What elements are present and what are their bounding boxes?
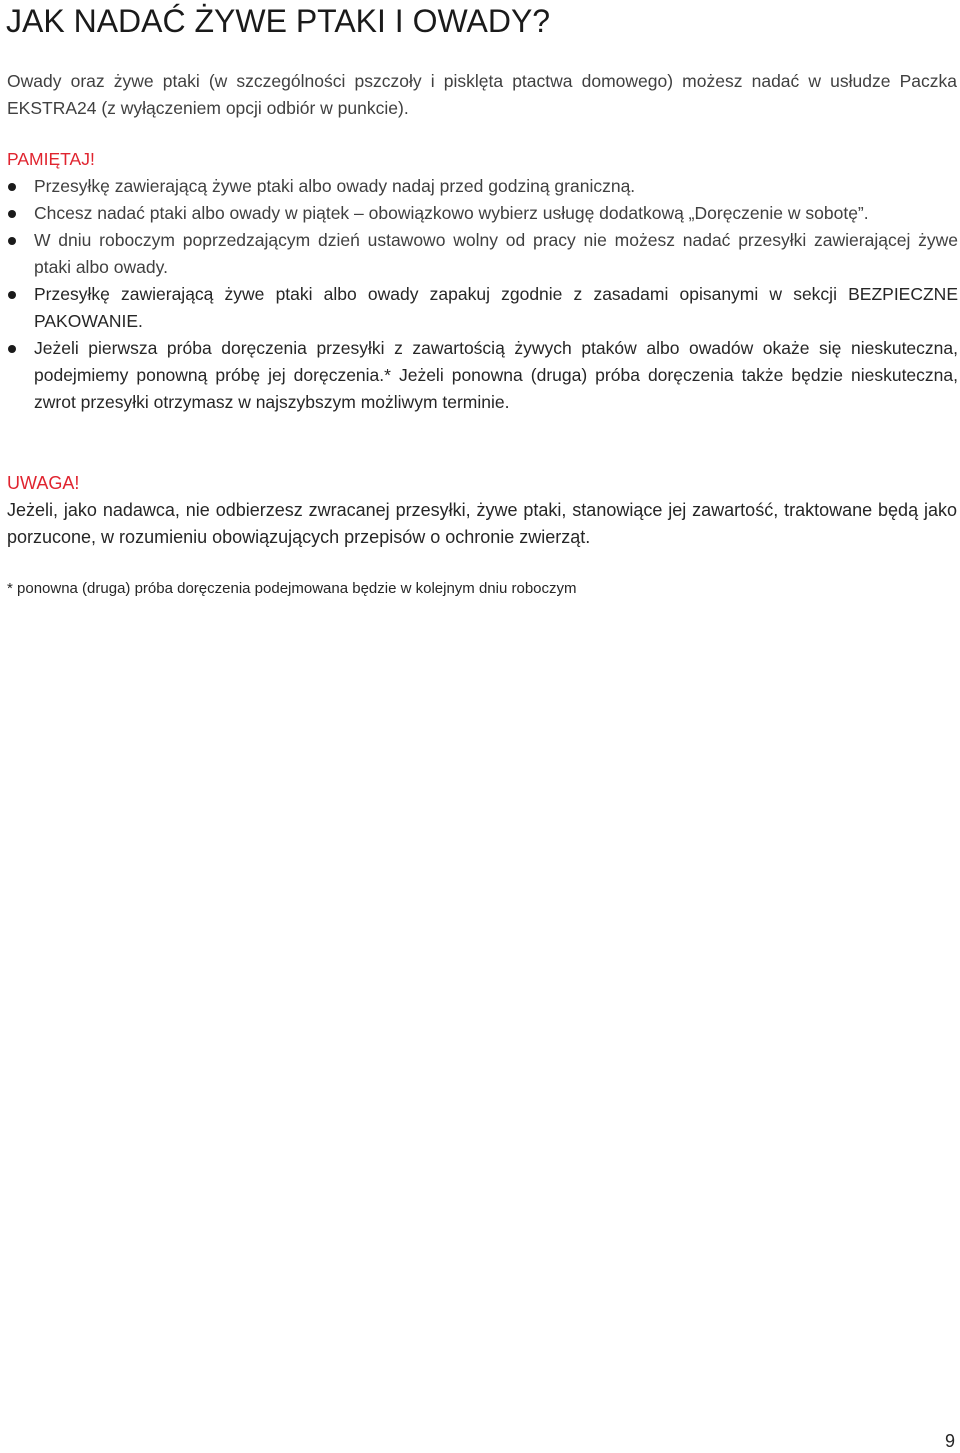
page-title: JAK NADAĆ ŻYWE PTAKI I OWADY? bbox=[6, 3, 551, 39]
list-item bbox=[0, 281, 960, 335]
bullet-icon bbox=[8, 183, 16, 191]
warning-paragraph: Jeżeli, jako nadawca, nie odbierzesz zwracanej przesyłki, żywe ptaki, stanowiące jej zawartość, traktowane będą jako porzucone, w rozumieniu obowiązujących przepisów o ochronie zwierząt. bbox=[7, 500, 957, 547]
list-item bbox=[0, 227, 960, 281]
bullet-icon bbox=[8, 237, 16, 245]
footnote: * ponowna (druga) próba doręczenia podejmowana będzie w kolejnym dniu roboczym bbox=[7, 580, 577, 597]
list-item bbox=[0, 200, 960, 227]
list-item-text: Przesyłkę zawierającą żywe ptaki albo owady nadaj przed godziną graniczną. bbox=[34, 176, 636, 196]
remember-heading: PAMIĘTAJ! bbox=[7, 149, 95, 169]
warning-heading: UWAGA! bbox=[7, 473, 80, 493]
page-number: 9 bbox=[944, 1431, 955, 1451]
bullet-icon bbox=[8, 345, 16, 353]
list-item-text: Przesyłkę zawierającą żywe ptaki albo owady zapakuj zgodnie z zasadami opisanymi w sekcji BEZPIECZNE PAKOWANIE. bbox=[34, 284, 958, 331]
intro-paragraph: Owady oraz żywe ptaki (w szczególności pszczoły i pisklęta ptactwa domowego) możesz nadać w usłudze Paczka EKSTRA24 (z wyłączeniem opcji odbiór w punkcie). bbox=[7, 71, 957, 118]
list-item bbox=[0, 173, 960, 200]
list-item bbox=[0, 335, 960, 416]
remember-list bbox=[0, 173, 960, 416]
list-item-text: Jeżeli pierwsza próba doręczenia przesyłki z zawartością żywych ptaków albo owadów okaże się nieskuteczna, podejmiemy ponowną próbę jej doręczenia.* Jeżeli ponowna (druga) próba doręczenia także będzie nieskuteczna, zwrot przesyłki otrzymasz w najszybszym możliwym terminie. bbox=[34, 338, 958, 412]
list-item-text: Chcesz nadać ptaki albo owady w piątek – obowiązkowo wybierz usługę dodatkową „Doręczenie w sobotę”. bbox=[34, 203, 869, 223]
list-item-text: W dniu roboczym poprzedzającym dzień ustawowo wolny od pracy nie możesz nadać przesyłki zawierającej żywe ptaki albo owady. bbox=[34, 230, 958, 277]
bullet-icon bbox=[8, 291, 16, 299]
bullet-icon bbox=[8, 210, 16, 218]
